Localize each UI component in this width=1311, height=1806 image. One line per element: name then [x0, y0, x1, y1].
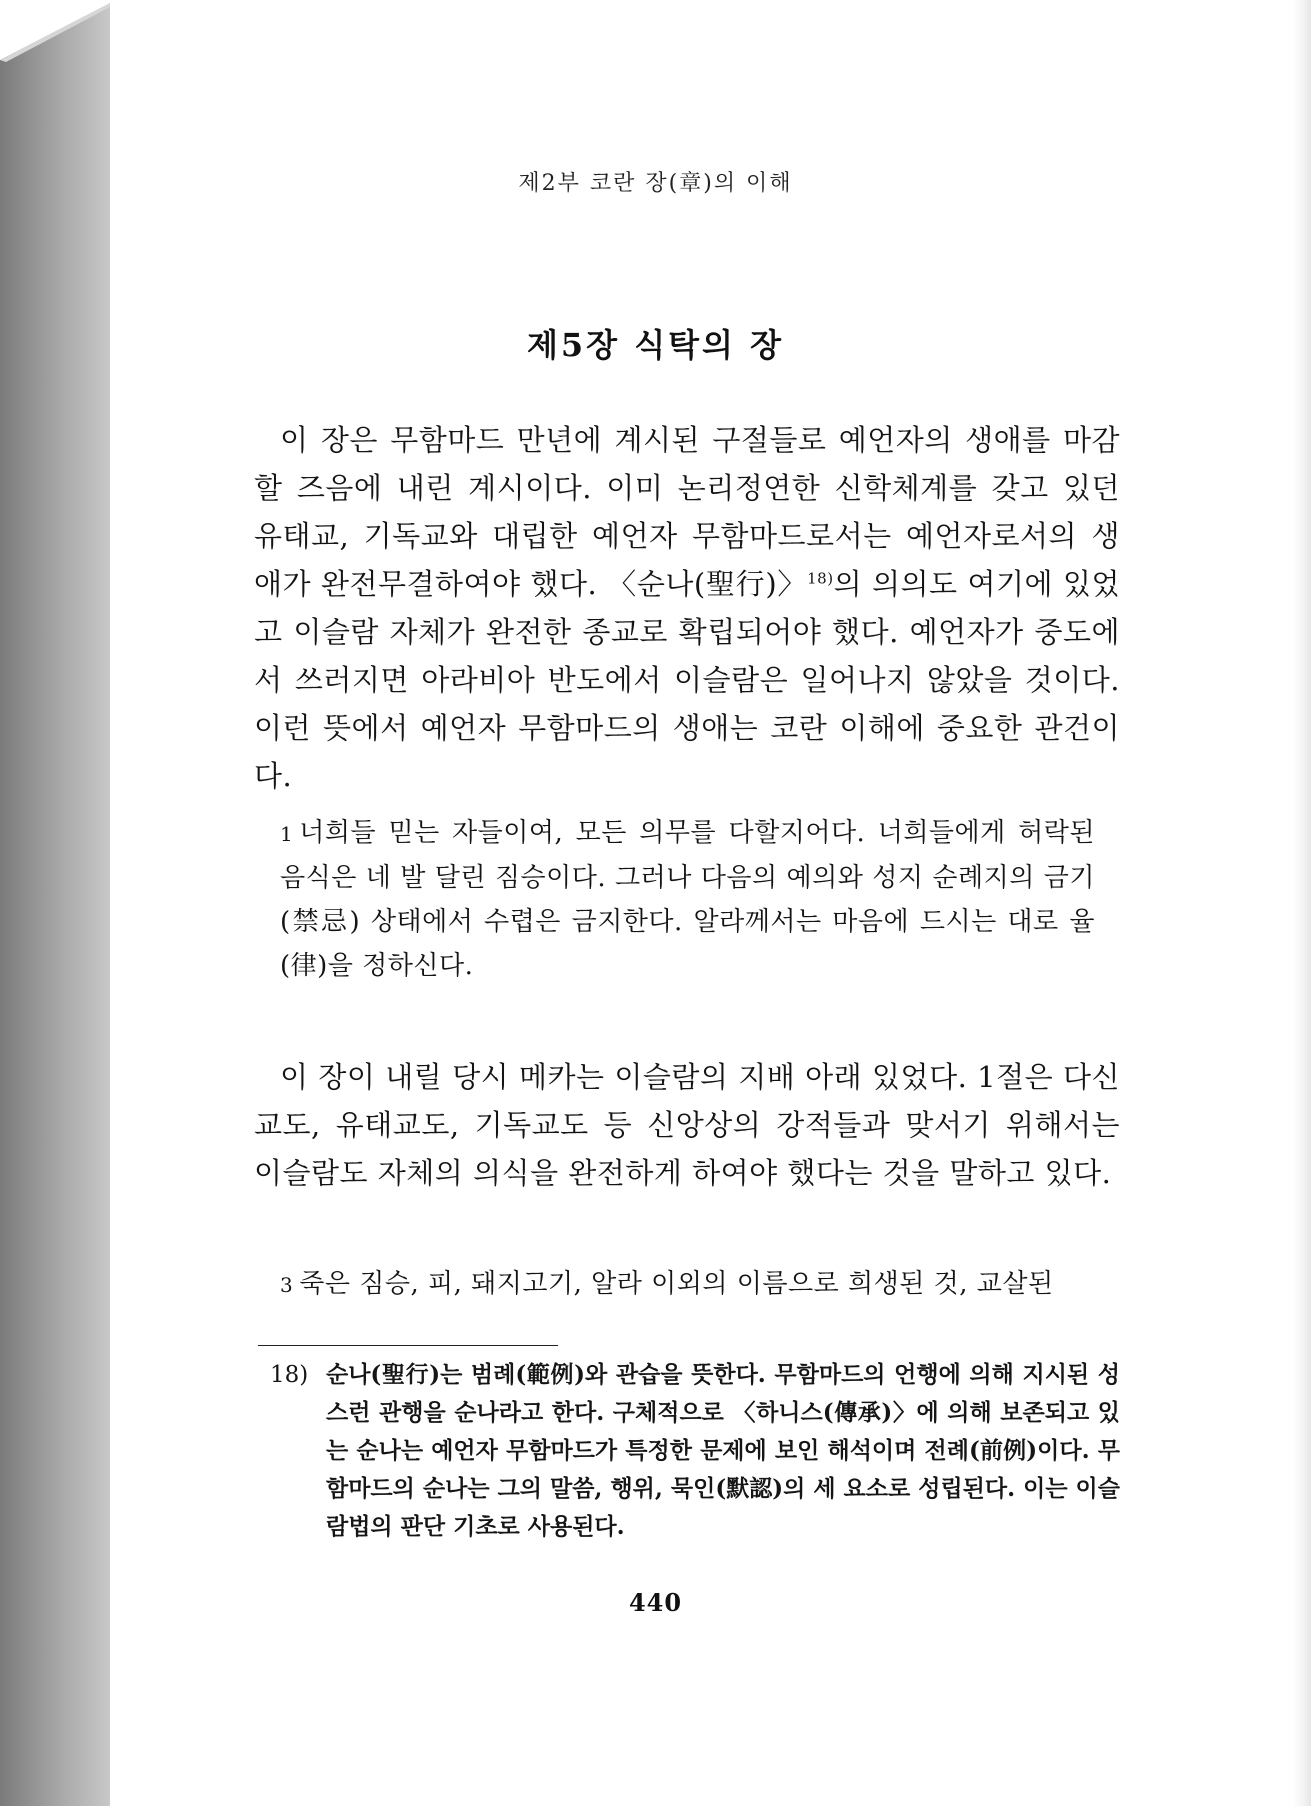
- footnote-18: [270, 1356, 1120, 1546]
- footnote-label: 18): [270, 1362, 309, 1388]
- book-edge-graphic: [0, 0, 112, 1806]
- verse-1: [280, 811, 1095, 988]
- page-number: 440: [628, 1588, 683, 1617]
- verse-number: 3: [280, 1273, 294, 1297]
- footnote-divider: [258, 1345, 558, 1346]
- running-head: 제2부 코란 장(章)의 이해: [518, 171, 793, 196]
- verse-number: 1: [280, 822, 294, 846]
- chapter-title: 제5장 식탁의 장: [526, 326, 785, 364]
- footnote-text: 순나(聖行)는 범례(範例)와 관습을 뜻한다. 무함마드의 언행에 의해 지시된 성스런 관행을 순나라고 한다. 구체적으로 〈하니스(傳承)〉에 의해 보존되고 있는 순나는 예언자 무함마드가 특정한 문제에 보인 해석이며 전례(前例)이다. 무함마드의 순나는 그의 말씀, 행위, 묵인(默認)의 세 요소로 성립된다. 이는 이슬람법의 판단 기초로 사용된다.: [326, 1361, 1120, 1540]
- commentary-paragraph: 이 장이 내릴 당시 메카는 이슬람의 지배 아래 있었다. 1절은 다신교도, 유태교도, 기독교도 등 신앙상의 강적들과 맞서기 위해서는 이슬람도 자체의 의식을 완전하게 하여야 했다는 것을 말하고 있다.: [254, 1060, 1120, 1190]
- intro-paragraph: [254, 416, 1120, 800]
- verse-text: 너희들 믿는 자들이여, 모든 의무를 다할지어다. 너희들에게 허락된 음식은 네 발 달린 짐승이다. 그러나 다음의 예의와 성지 순례지의 금기(禁忌) 상태에서 수렵은 금지한다. 알라께서는 마음에 드시는 대로 율(律)을 정하신다.: [280, 818, 1095, 981]
- page-right-shadow: [1293, 0, 1311, 1806]
- footnote-reference: 18): [807, 569, 834, 588]
- verse-text: 죽은 짐승, 피, 돼지고기, 알라 이외의 이름으로 희생된 것, 교살된: [299, 1269, 1054, 1299]
- book-side-face: [0, 2, 112, 1806]
- book-spine-side: [0, 0, 112, 1806]
- intro-text-part1: 이 장은 무함마드 만년에 계시된 구절들로 예언자의 생애를 마감할 즈음에 내린 계시이다. 이미 논리정연한 신학체계를 갖고 있던 유태교, 기독교와 대립한 예언자 무함마드로서는 예언자로서의 생애가 완전무결하여야 했다. 〈순나(聖行)〉: [254, 423, 1120, 601]
- intro-text-part2: 의 의의도 여기에 있었고 이슬람 자체가 완전한 종교로 확립되어야 했다. 예언자가 중도에서 쓰러지면 아라비아 반도에서 이슬람은 일어나지 않았을 것이다. 이런 뜻에서 예언자 무함마드의 생애는 코란 이해에 중요한 관건이다.: [254, 567, 1121, 793]
- verse-3: [280, 1262, 1095, 1307]
